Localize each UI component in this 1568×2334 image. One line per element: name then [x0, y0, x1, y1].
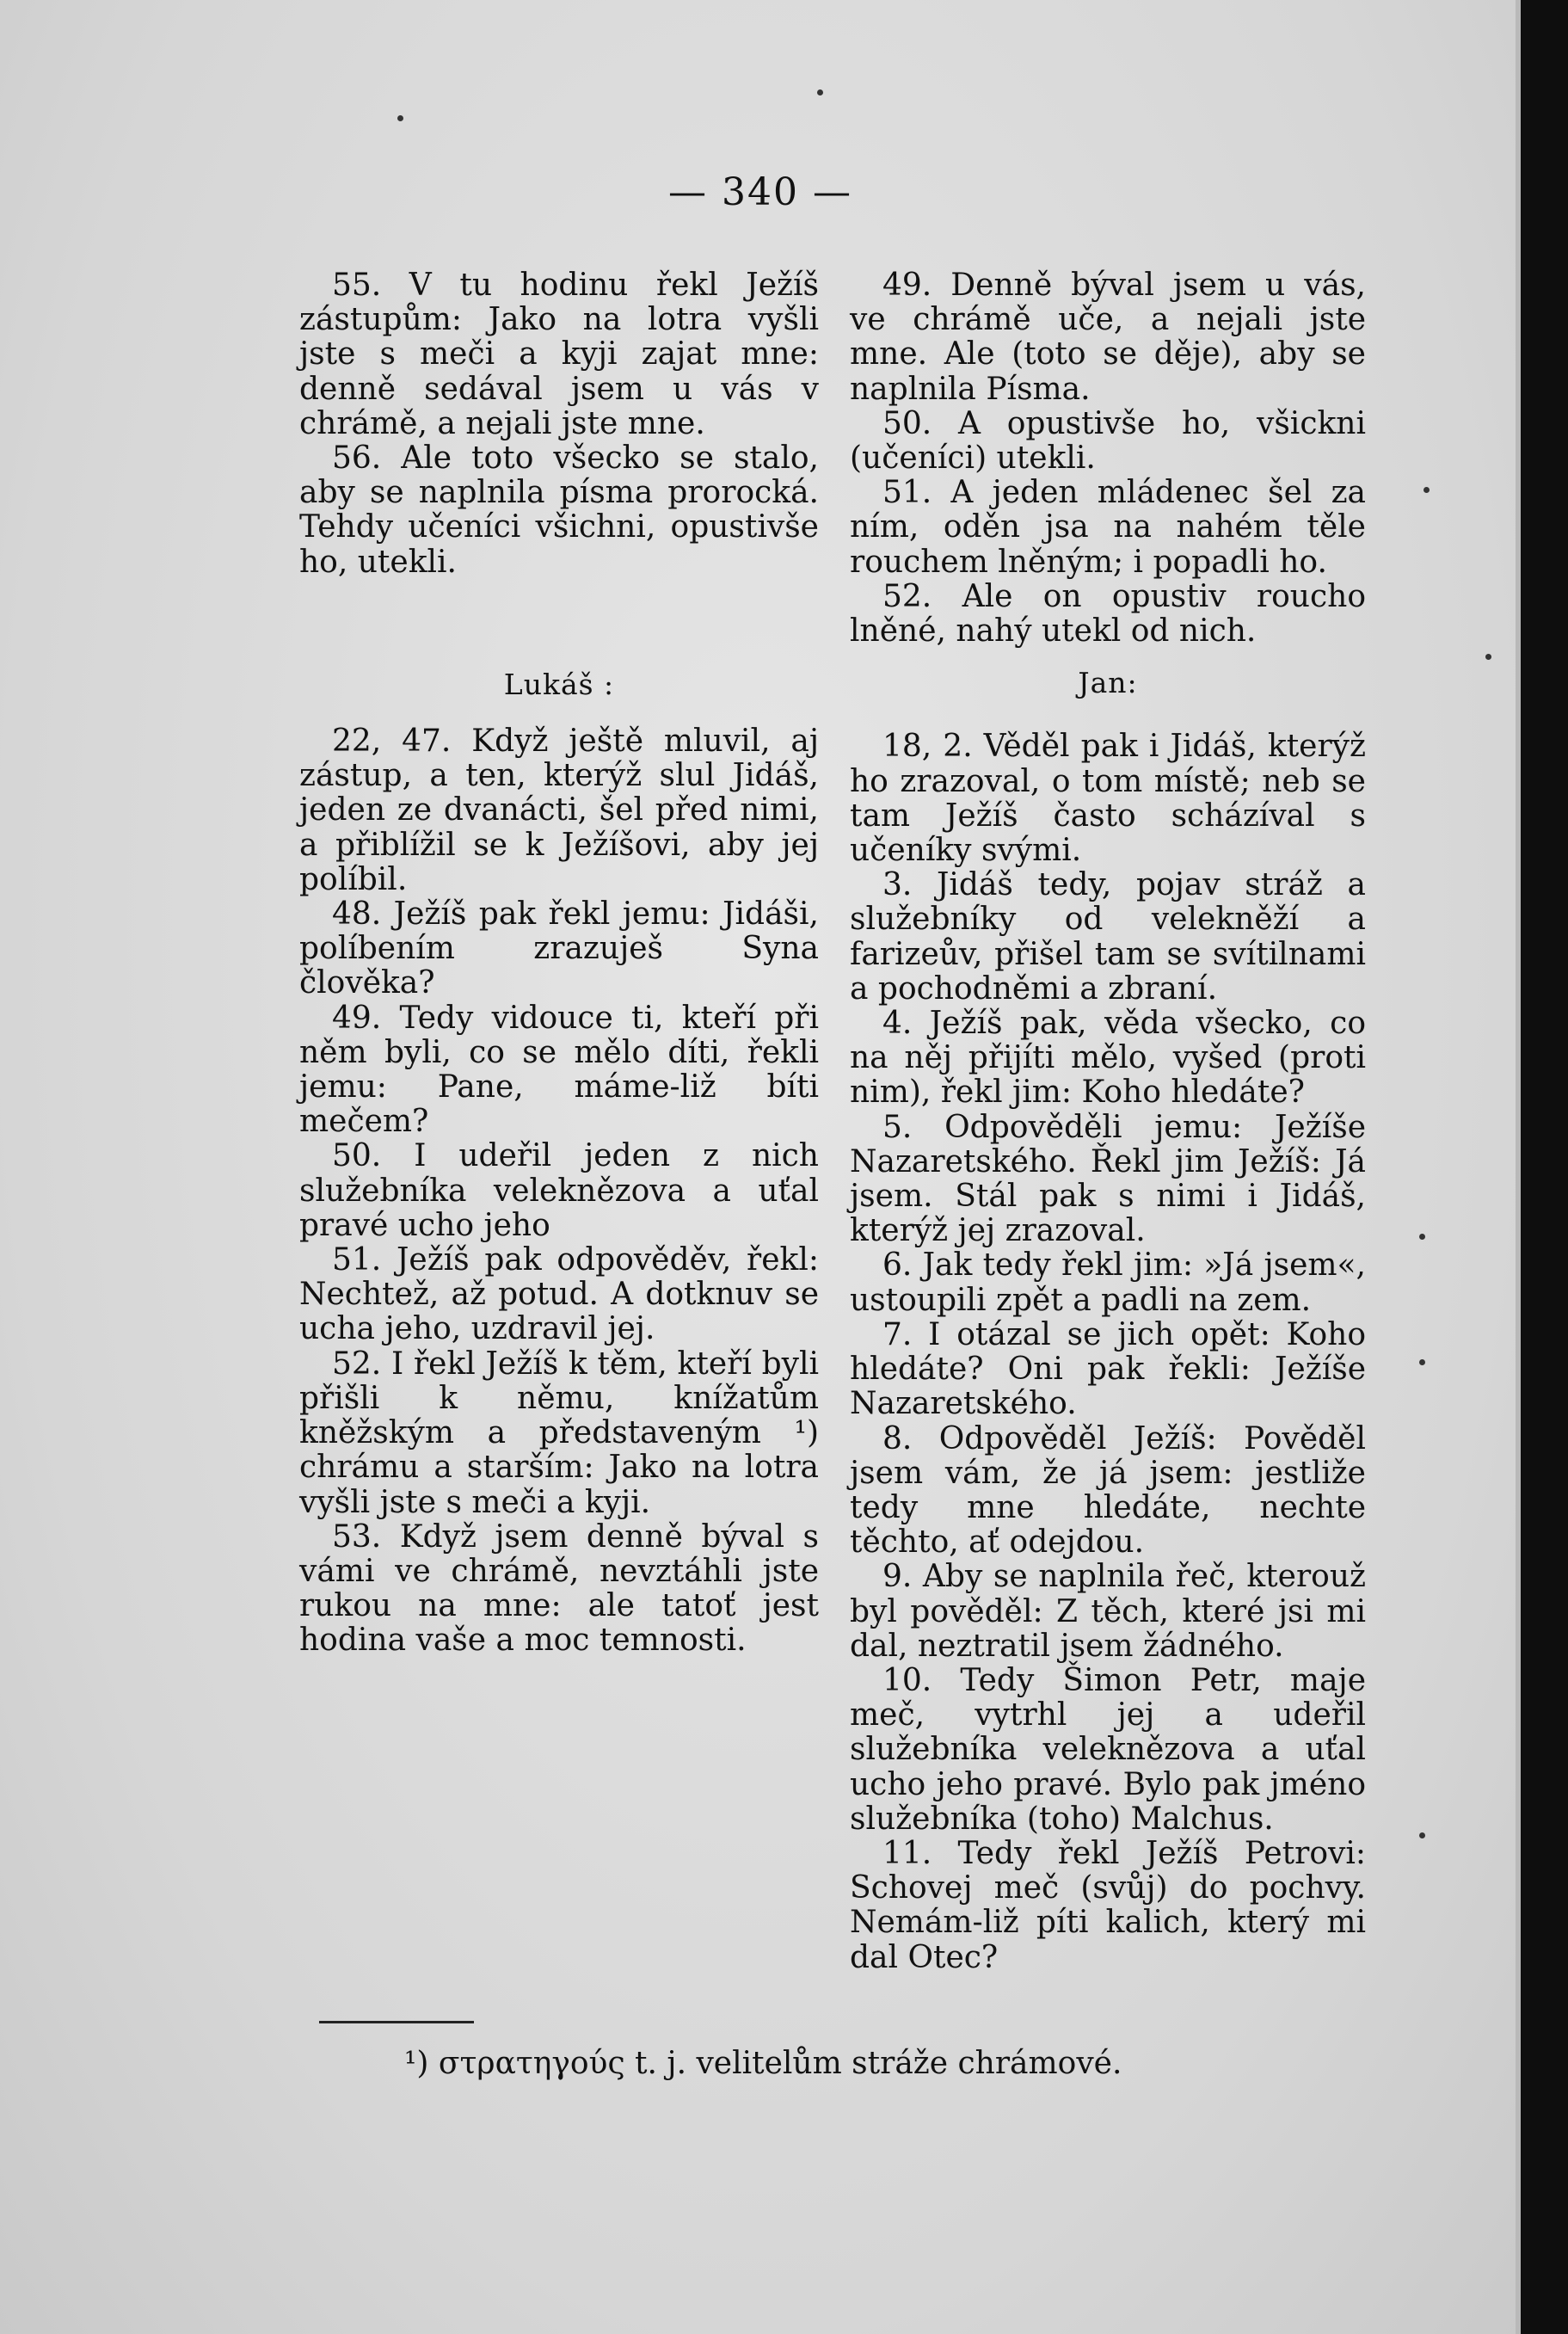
print-speck — [1419, 1832, 1425, 1838]
verse-paragraph: 56. Ale toto všecko se stalo, aby se naplnila písma prorocká. Tehdy učeníci všichni, opustivše ho, utekli. — [299, 440, 819, 580]
verse-paragraph: 3. Jidáš tedy, pojav stráž a služebníky od velekněží a farizeův, přišel tam se svítilnami a pochodněmi a zbraní. — [850, 867, 1366, 1007]
verse-paragraph: 53. Když jsem denně býval s vámi ve chrámě, nevztáhli jste rukou na mne: ale tatoť jest hodina vaše a moc temnosti. — [299, 1518, 819, 1659]
verse-paragraph: 52. I řekl Ježíš k těm, kteří byli přišli k němu, knížatům kněžským a představeným ¹) chrámu a starším: Jako na lotra vyšli jste s meči a kyji. — [299, 1346, 819, 1520]
print-speck — [817, 89, 823, 95]
footnote: ¹) στρατηγούς t. j. velitelům stráže chrámové. — [404, 2046, 1122, 2081]
page-number: — 340 — — [668, 170, 852, 214]
verse-paragraph: 49. Tedy vidouce ti, kteří při něm byli, co se mělo díti, řekli jemu: Pane, máme-liž bíti mečem? — [299, 1000, 819, 1140]
verse-paragraph: 8. Odpověděl Ježíš: Pověděl jsem vám, že já jsem: jestliže tedy mne hledáte, nechte těchto, ať odejdou. — [850, 1420, 1366, 1561]
print-speck — [397, 115, 403, 121]
print-speck — [1423, 487, 1430, 493]
verse-paragraph: 55. V tu hodinu řekl Ježíš zástupům: Jako na lotra vyšli jste s meči a kyji zajat mne: denně sedával jsem u vás v chrámě, a nejali jste mne. — [299, 268, 819, 441]
verse-paragraph: 50. I udeřil jeden z nich služebníka veleknězova a uťal pravé ucho jeho — [299, 1138, 819, 1243]
print-speck — [1485, 654, 1491, 660]
left-column — [299, 268, 819, 1659]
print-speck — [1419, 1234, 1425, 1240]
verse-paragraph: 9. Aby se naplnila řeč, kterouž byl pověděl: Z těch, které jsi mi dal, neztratil jsem žádného. — [850, 1559, 1366, 1664]
verse-paragraph: 52. Ale on opustiv roucho lněné, nahý utekl od nich. — [850, 578, 1366, 650]
verse-paragraph: 51. Ježíš pak odpověděv, řekl: Nechtež, až potud. A dotknuv se ucha jeho, uzdravil jej. — [299, 1242, 819, 1347]
verse-paragraph: 4. Ježíš pak, věda všecko, co na něj přijíti mělo, vyšed (proti nim), řekl jim: Koho hledáte? — [850, 1006, 1366, 1111]
verse-paragraph: 7. I otázal se jich opět: Koho hledáte? Oni pak řekli: Ježíše Nazaretského. — [850, 1316, 1366, 1422]
verse-paragraph: 49. Denně býval jsem u vás, ve chrámě uče, a nejali jste mne. Ale (toto se děje), aby se naplnila Písma. — [850, 268, 1366, 407]
verse-paragraph: 18, 2. Věděl pak i Jidáš, kterýž ho zrazoval, o tom místě; neb se tam Ježíš často scházíval s učeníky svými. — [850, 729, 1366, 869]
verse-paragraph: 11. Tedy řekl Ježíš Petrovi: Schovej meč (svůj) do pochvy. Nemám-liž píti kalich, který mi dal Otec? — [850, 1835, 1366, 1975]
footnote-divider — [319, 2021, 474, 2023]
verse-paragraph: 10. Tedy Šimon Petr, maje meč, vytrhl jej a udeřil služebníka veleknězova a uťal ucho jeho pravé. Bylo pak jméno služebníka (toho) Malchus. — [850, 1662, 1366, 1837]
scan-border — [1521, 0, 1568, 2334]
verse-paragraph: 50. A opustivše ho, všickni (učeníci) utekli. — [850, 405, 1366, 477]
section-heading-lukas: Lukáš : — [503, 667, 615, 701]
verse-paragraph: 6. Jak tedy řekl jim: »Já jsem«, ustoupili zpět a padli na zem. — [850, 1247, 1366, 1318]
verse-paragraph: 48. Ježíš pak řekl jemu: Jidáši, políbením zrazuješ Syna člověka? — [299, 896, 819, 1001]
section-heading-jan: Jan: — [1078, 666, 1138, 700]
print-speck — [1419, 1359, 1425, 1365]
right-column — [850, 268, 1366, 1975]
verse-paragraph: 5. Odpověděli jemu: Ježíše Nazaretského. Řekl jim Ježíš: Já jsem. Stál pak s nimi i Jidáš, kterýž jej zrazoval. — [850, 1109, 1366, 1249]
verse-paragraph: 22, 47. Když ještě mluvil, aj zástup, a ten, kterýž slul Jidáš, jeden ze dvanácti, šel před nimi, a přiblížil se k Ježíšovi, aby jej políbil. — [299, 724, 819, 897]
verse-paragraph: 51. A jeden mládenec šel za ním, oděn jsa na nahém těle rouchem lněným; i popadli ho. — [850, 475, 1366, 580]
